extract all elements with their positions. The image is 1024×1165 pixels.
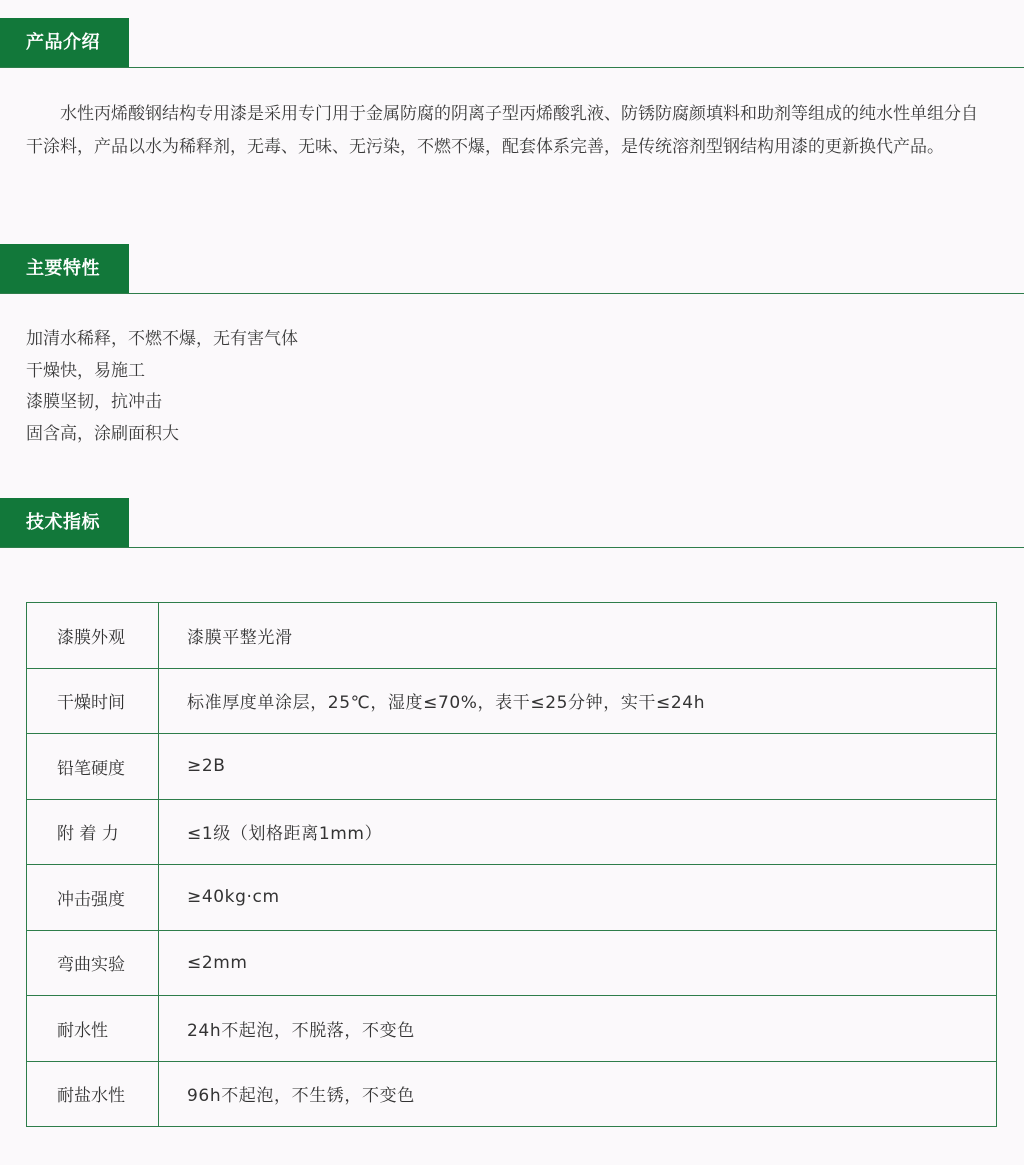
spec-key: 耐盐水性 [27,1061,159,1127]
feature-item: 固含高，涂刷面积大 [26,423,179,444]
spec-value: 96h不起泡，不生锈，不变色 [159,1061,997,1127]
table-row [27,996,997,1062]
feature-item: 漆膜坚韧，抗冲击 [26,392,162,412]
feature-item: 加清水稀释，不燃不爆，无有害气体 [26,329,298,349]
spec-value: 标准厚度单涂层，25℃，湿度≤70%，表干≤25分钟，实干≤24h [159,668,997,734]
spec-key: 冲击强度 [27,865,159,931]
main-features-title: 主要特性 [0,244,129,293]
spec-table [26,602,997,1127]
spec-value: 漆膜平整光滑 [159,603,997,669]
spec-key: 附 着 力 [27,799,159,865]
spec-value: ≥2B [159,734,997,800]
spec-key: 干燥时间 [27,668,159,734]
spec-key: 弯曲实验 [27,930,159,996]
table-row [27,603,997,669]
table-row [27,734,997,800]
table-row [27,930,997,996]
table-row [27,1061,997,1127]
table-row [27,668,997,734]
spec-value: ≥40kg·cm [159,865,997,931]
main-features-header [0,244,1024,294]
spec-value: ≤1级（划格距离1mm） [159,799,997,865]
feature-list [26,324,298,450]
spec-value: 24h不起泡，不脱落，不变色 [159,996,997,1062]
spec-key: 漆膜外观 [27,603,159,669]
spec-key: 耐水性 [27,996,159,1062]
spec-key: 铅笔硬度 [27,734,159,800]
product-intro-title: 产品介绍 [0,18,129,67]
tech-specs-title: 技术指标 [0,498,129,547]
table-row [27,799,997,865]
table-row [27,865,997,931]
feature-item: 干燥快，易施工 [26,360,145,381]
product-intro-header [0,18,1024,68]
tech-specs-header [0,498,1024,548]
product-intro-text: 水性丙烯酸钢结构专用漆是采用专门用于金属防腐的阴离子型丙烯酸乳液、防锈防腐颜填料和助剂等组成的纯水性单组分自干涂料，产品以水为稀释剂，无毒、无味、无污染，不燃不爆，配套体系完善，是传统溶剂型钢结构用漆的更新换代产品。 [26,104,978,157]
spec-value: ≤2mm [159,930,997,996]
